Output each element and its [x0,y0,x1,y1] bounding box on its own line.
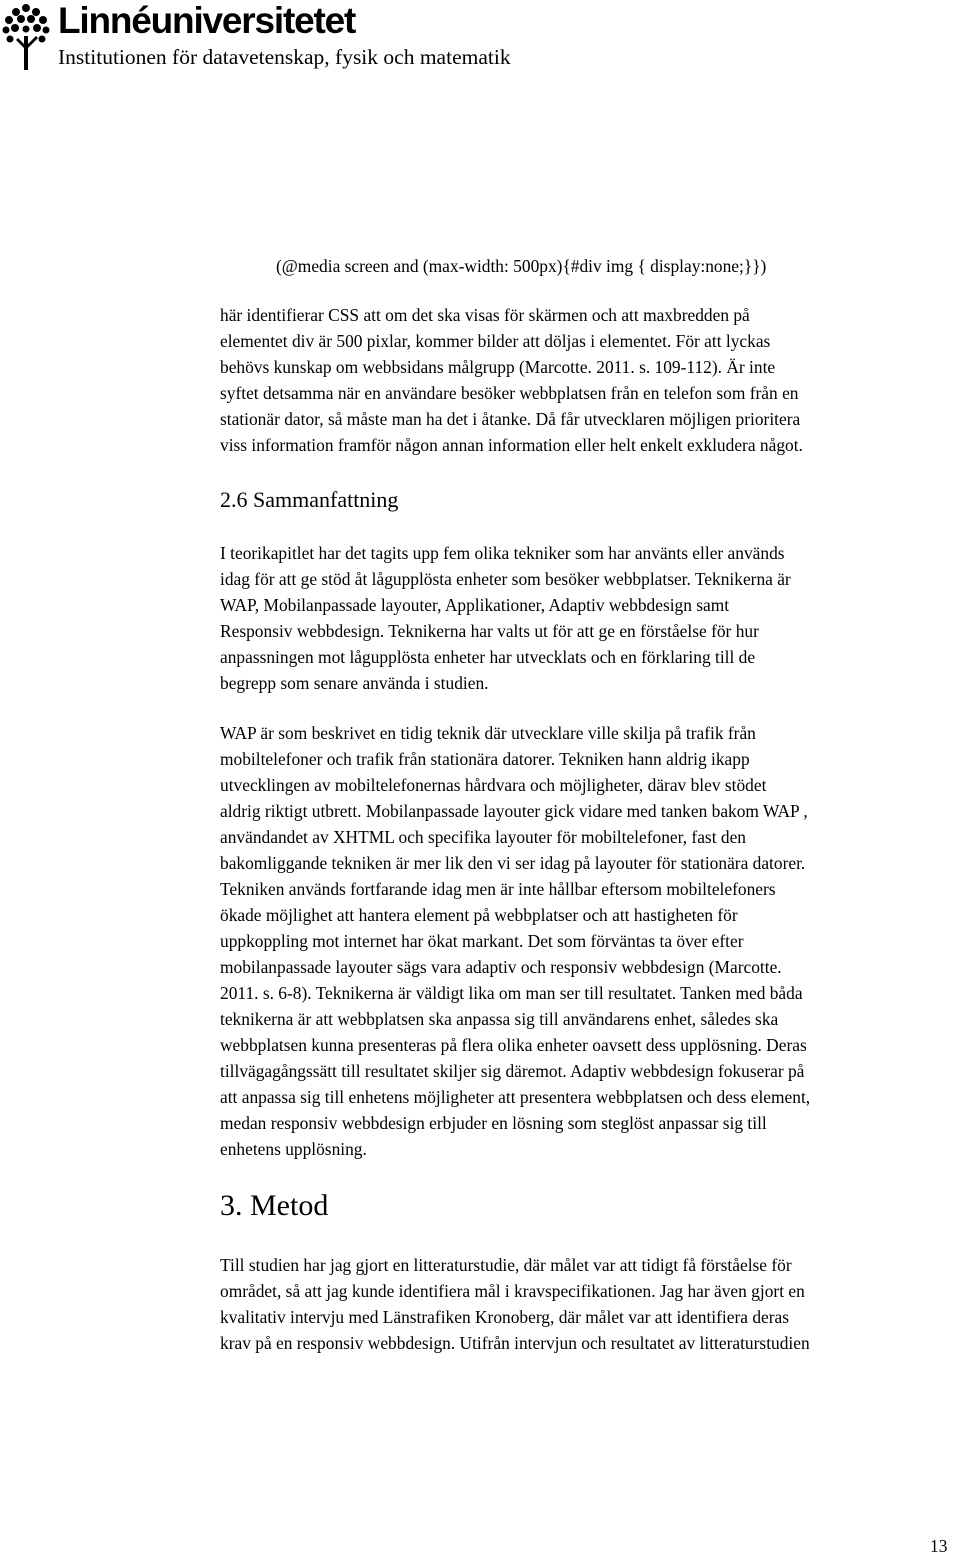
text-line: syftet detsamma när en användare besöker webbplatsen från en telefon som från en [220,383,799,403]
text-line: I teorikapitlet har det tagits upp fem olika tekniker som har använts eller används [220,543,785,563]
text-line: anpassningen mot lågupplösta enheter har utvecklats och en förklaring till de [220,647,756,667]
text-line: användandet av XHTML och specifika layouter för mobiltelefoner, fast den [220,827,746,847]
text-line: området, så att jag kunde identifiera mål i kravspecifikationen. Jag har även gjort en [220,1281,805,1301]
text-line: ökade möjlighet att hantera element på webbplatser och att hastigheten för [220,905,738,925]
text-line: uppkoppling mot internet har ökat markant. Det som förväntas ta över efter [220,931,744,951]
text-line: enhetens upplösning. [220,1139,367,1159]
text-line: Responsiv webbdesign. Teknikerna har valts ut för att ge en förståelse för hur [220,621,759,641]
text-line: mobilanpassade layouter sägs vara adaptiv och responsiv webbdesign (Marcotte. [220,957,782,977]
text-line: webbplatsen kunna presenteras på flera olika enheter oavsett dess upplösning. Deras [220,1035,807,1055]
text-line: här identifierar CSS att om det ska visas för skärmen och att maxbredden på [220,305,750,325]
text-line: bakomliggande tekniken är mer lik den vi ser idag på layouter för stationära datorer. [220,853,806,873]
paragraph-css-explanation [220,302,960,458]
section-heading-3: 3. Metod [220,1189,329,1222]
text-line: kvalitativ intervju med Länstrafiken Kronoberg, där målet var att identifiera deras [220,1307,790,1327]
text-line: krav på en responsiv webbdesign. Utifrån intervjun och resultatet av litteraturstudien [220,1333,810,1353]
text-line: Tekniken används fortfarande idag men är inte hållbar eftersom mobiltelefoners [220,879,776,899]
page-header [0,0,960,80]
text-line: stationär dator, så måste man ha det i åtanke. Då får utvecklaren möjligen prioritera [220,409,801,429]
paragraph-method [220,1252,960,1356]
text-line: idag för att ge stöd åt lågupplösta enheter som besöker webbplatser. Teknikerna är [220,569,791,589]
text-line: behövs kunskap om webbsidans målgrupp (Marcotte. 2011. s. 109-112). Är inte [220,357,776,377]
text-line: att anpassa sig till enhetens möjligheter att presentera webbplatsen och dess element, [220,1087,811,1107]
text-line: begrepp som senare använda i studien. [220,673,489,693]
text-line: aldrig riktigt utbrett. Mobilanpassade layouter gick vidare med tanken bakom WAP , [220,801,808,821]
text-line: tillvägagångssätt till resultatet skiljer sig däremot. Adaptiv webbdesign fokuserar på [220,1061,805,1081]
text-line: Till studien har jag gjort en litteraturstudie, där målet var att tidigt få förståelse för [220,1255,792,1275]
university-tree-logo-icon [2,2,52,70]
text-line: elementet div är 500 pixlar, kommer bilder att döljas i elementet. För att lyckas [220,331,771,351]
text-line: 2011. s. 6-8). Teknikerna är väldigt lika om man ser till resultatet. Tanken med båda [220,983,803,1003]
text-line: WAP, Mobilanpassade layouter, Applikationer, Adaptiv webbdesign samt [220,595,730,615]
paragraph-summary-techniques [220,720,960,1162]
text-line: viss information framför någon annan information eller helt enkelt exkludera något. [220,435,803,455]
page-number: 13 [930,1536,948,1556]
paragraph-summary-intro [220,540,960,696]
text-line: utvecklingen av mobiltelefonernas hårdvara och möjligheter, därav blev stödet [220,775,767,795]
text-line: mobiltelefoner och trafik från stationära datorer. Tekniken hann aldrig ikapp [220,749,750,769]
css-code-snippet: (@media screen and (max-width: 500px){#div img { display:none;}}) [276,256,767,276]
department-name: Institutionen för datavetenskap, fysik och matematik [58,45,511,69]
university-name: Linnéuniversitetet [58,0,356,41]
text-line: WAP är som beskrivet en tidig teknik där utvecklare ville skilja på trafik från [220,723,756,743]
text-line: teknikerna är att webbplatsen ska anpassa sig till användarens enhet, således ska [220,1009,779,1029]
text-line: medan responsiv webbdesign erbjuder en lösning som steglöst anpassar sig till [220,1113,767,1133]
section-heading-2-6: 2.6 Sammanfattning [220,487,399,512]
